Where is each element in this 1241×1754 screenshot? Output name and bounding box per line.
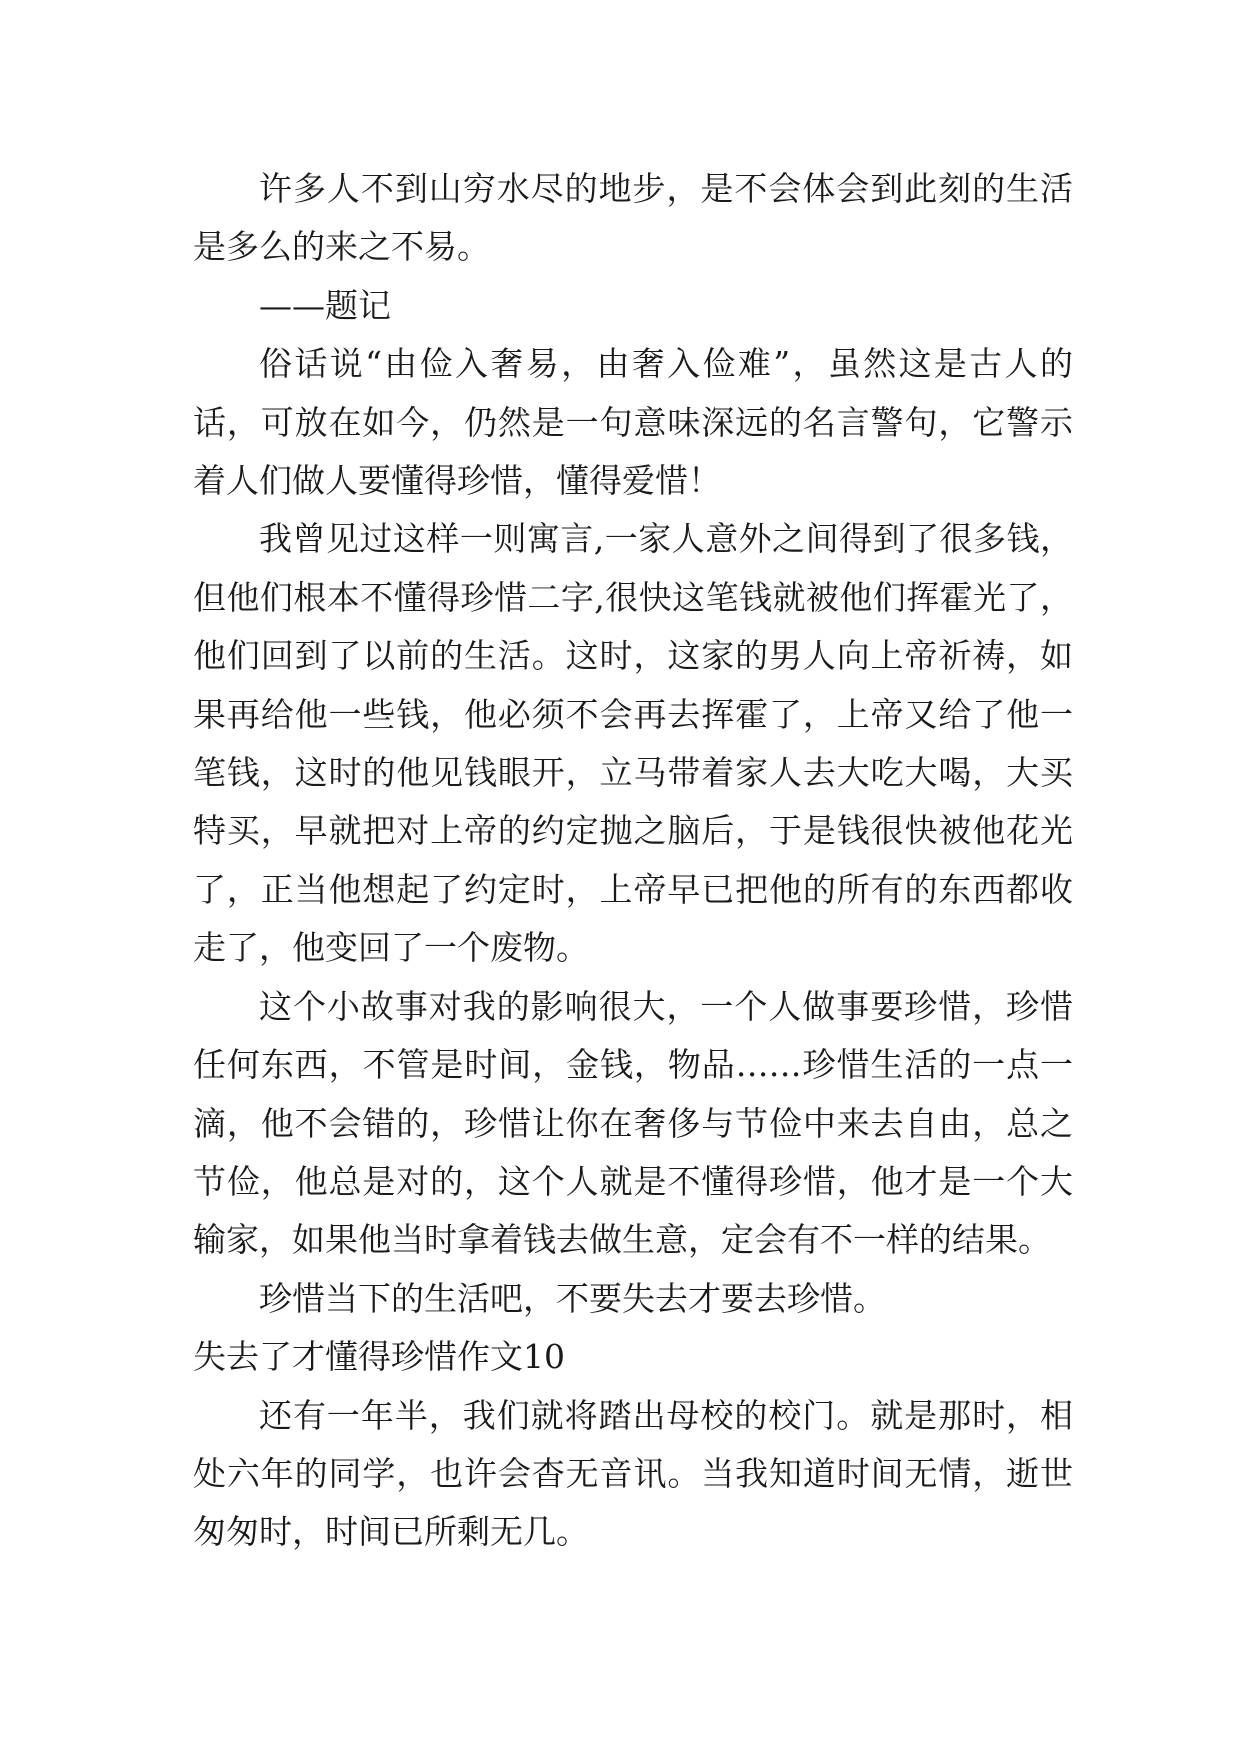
epigraph-attribution: ——题记 <box>259 285 391 325</box>
paragraph-intro: 许多人不到山穷水尽的地步，是不会体会到此刻的生活是多么的来之不易。 <box>193 169 1073 267</box>
paragraph-section-1: 还有一年半，我们就将踏出母校的校门。就是那时，相处六年的同学，也许会杳无音讯。当我知道时间无情，逝世匆匆时，时间已所剩无几。 <box>193 1395 1073 1552</box>
section-heading: 失去了才懂得珍惜作文10 <box>193 1337 565 1377</box>
paragraph-conclusion: 珍惜当下的生活吧，不要失去才要去珍惜。 <box>259 1278 886 1318</box>
paragraph-proverb: 俗话说“由俭入奢易，由奢入俭难”，虽然这是古人的话，可放在如今，仍然是一句意味深远的名言警句，它警示着人们做人要懂得珍惜，懂得爱惜！ <box>193 344 1073 501</box>
paragraph-reflection: 这个小故事对我的影响很大，一个人做事要珍惜，珍惜任何东西，不管是时间，金钱，物品……珍惜生活的一点一滴，他不会错的，珍惜让你在奢侈与节俭中来去自由，总之节俭，他总是对的，这个人就是不懂得珍惜，他才是一个大输家，如果他当时拿着钱去做生意，定会有不一样的结果。 <box>193 986 1073 1260</box>
document-body <box>193 160 1073 1562</box>
paragraph-fable: 我曾见过这样一则寓言,一家人意外之间得到了很多钱，但他们根本不懂得珍惜二字,很快这笔钱就被他们挥霍光了，他们回到了以前的生活。这时，这家的男人向上帝祈祷，如果再给他一些钱，他必须不会再去挥霍了，上帝又给了他一笔钱，这时的他见钱眼开，立马带着家人去大吃大喝，大买特买，早就把对上帝的约定抛之脑后，于是钱很快被他花光了，正当他想起了约定时，上帝早已把他的所有的东西都收走了，他变回了一个废物。 <box>193 519 1073 968</box>
